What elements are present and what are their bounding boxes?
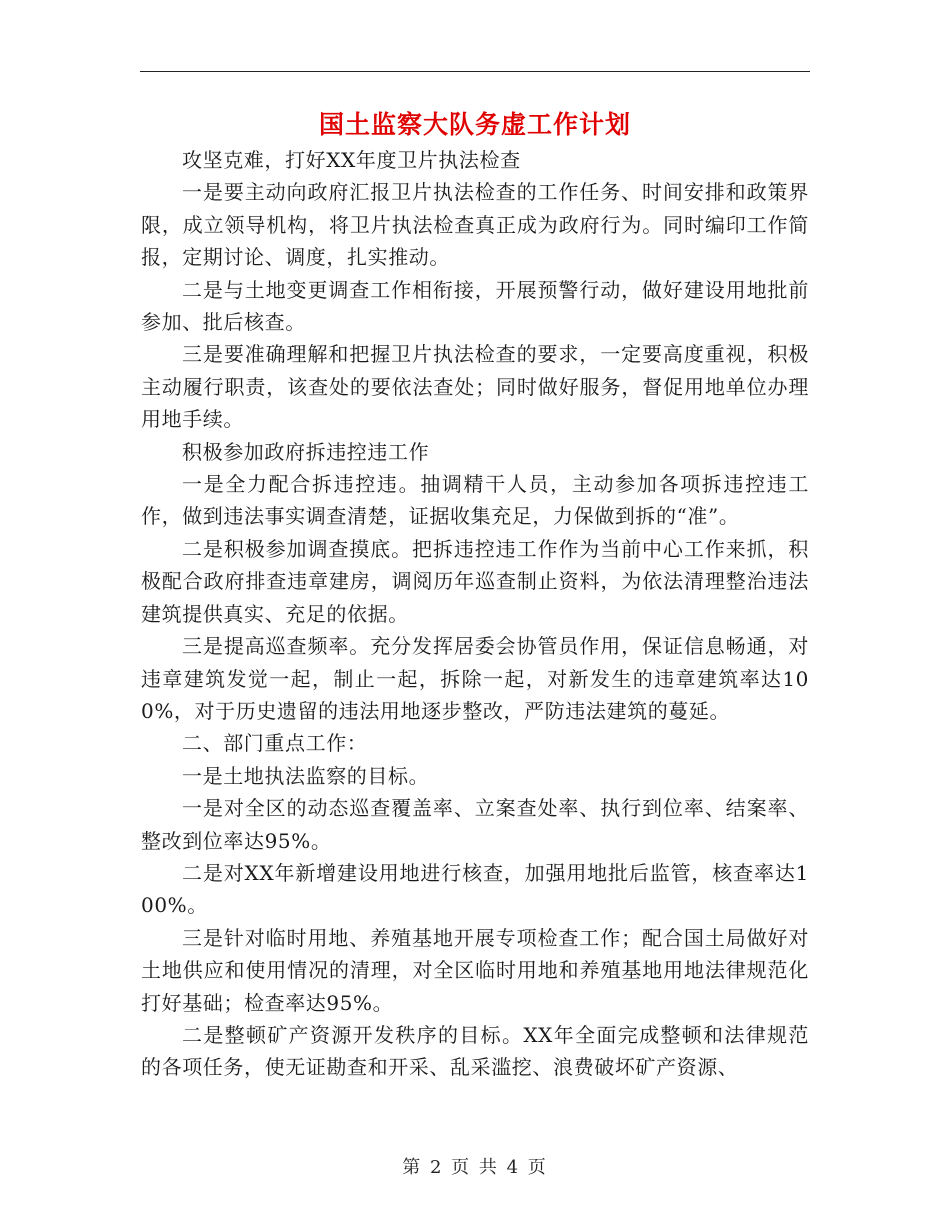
paragraph: 三是提高巡查频率。充分发挥居委会协管员作用，保证信息畅通，对违章建筑发觉一起，制止一起，拆除一起，对新发生的违章建筑率达100%，对于历史遗留的违法用地逐步整改，严防违法建筑的蔓延。	[141, 634, 809, 723]
paragraph: 攻坚克难，打好XX年度卫片执法检查	[182, 148, 521, 172]
paragraph: 二是整顿矿产资源开发秩序的目标。XX年全面完成整顿和法律规范的各项任务，使无证勘查和开采、乱采滥挖、浪费破坏矿产资源、	[141, 1022, 809, 1080]
paragraph: 积极参加政府拆违控违工作	[182, 439, 430, 464]
paragraph: 二是对XX年新增建设用地进行核查，加强用地批后监管，核查率达100%。	[141, 860, 809, 918]
header-rule	[140, 71, 810, 72]
paragraph: 一是要主动向政府汇报卫片执法检查的工作任务、时间安排和政策界限，成立领导机构，将卫片执法检查真正成为政府行为。同时编印工作简报，定期讨论、调度，扎实推动。	[141, 180, 809, 270]
paragraph: 一是全力配合拆违控违。抽调精干人员，主动参加各项拆违控违工作，做到违法事实调查清楚，证据收集充足，力保做到拆的“准”。	[141, 472, 809, 529]
paragraph: 二、部门重点工作：	[182, 731, 368, 756]
paragraph: 二是积极参加调查摸底。把拆违控违工作作为当前中心工作来抓，积极配合政府排查违章建房，调阅历年巡查制止资料，为依法清理整治违法建筑提供真实、充足的依据。	[141, 536, 809, 626]
paragraph: 三是要准确理解和把握卫片执法检查的要求，一定要高度重视，积极主动履行职责，该查处的要依法查处；同时做好服务，督促用地单位办理用地手续。	[141, 342, 809, 432]
paragraph: 一是土地执法监察的目标。	[182, 763, 430, 788]
paragraph: 三是针对临时用地、养殖基地开展专项检查工作；配合国土局做好对土地供应和使用情况的清理，对全区临时用地和养殖基地用地法律规范化打好基础；检查率达95%。	[141, 925, 809, 1015]
paragraph: 二是与土地变更调查工作相衔接，开展预警行动，做好建设用地批前参加、批后核查。	[141, 277, 809, 335]
document-body	[141, 144, 809, 1084]
document-title: 国土监察大队务虚工作计划	[318, 110, 631, 139]
page-footer: 第 2 页 共 4 页	[402, 1157, 548, 1178]
paragraph: 一是对全区的动态巡查覆盖率、立案查处率、执行到位率、结案率、整改到位率达95%。	[141, 796, 809, 853]
